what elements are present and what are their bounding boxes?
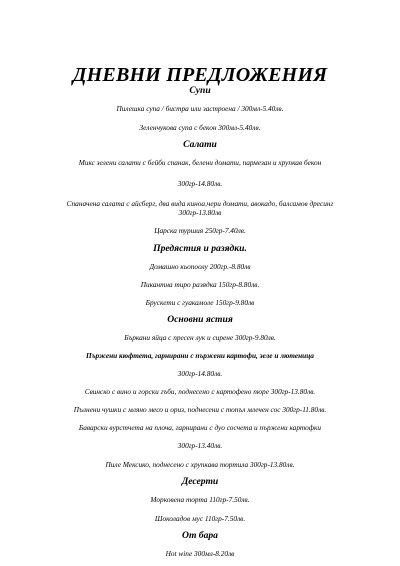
menu-item: Баварски вурстчета на плоча, гарнирани с дуо сосчета и пържени картофки <box>78 423 322 432</box>
menu-item: Зеленчукова супа с бекон 300мл-5.40лв. <box>139 123 261 132</box>
menu-item: Hot wine 300мл-8.20лв <box>165 549 235 558</box>
menu-item: Морковена торта 110гр-7.50лв. <box>150 495 250 504</box>
section-heading-bar: От бара <box>182 530 218 541</box>
menu-item: 300гр-14.80лв. <box>177 369 223 378</box>
menu-item: Спаначена салата с айсберг, два вида киноа,чери домати, авокадо, балсамов дресинг <box>66 199 334 208</box>
page-title: ДНЕВНИ ПРЕДЛОЖЕНИЯ <box>72 64 328 86</box>
menu-item: Бъркани яйца с пресен лук и сирене 300гр-9.80лв. <box>124 333 276 342</box>
menu-item: 300гр-14.80лв. <box>177 179 223 188</box>
section-heading-soups: Супи <box>189 85 211 96</box>
menu-item: Свинско с вино и горски гъби, поднесено с картофено пюре 300гр-13.80лв. <box>84 387 316 396</box>
menu-item: Пиле Мексико, поднесено с хрупкава тортила 300гр-13.80лв. <box>105 460 295 469</box>
menu-item: Микс зелени салати с бейби спанак, белени домати, пармезан и хрупкав бекон <box>78 158 322 167</box>
menu-item: Царска туршия 250гр-7.40лв. <box>154 226 246 235</box>
section-heading-starters: Предястия и разядки. <box>153 243 247 254</box>
menu-item: Пикантна тиро разядка 150гр-8.80лв. <box>140 280 260 289</box>
menu-item: Домашно кьопоолу 200гр.-8.80лв <box>149 262 251 271</box>
menu-item: Пилешка супа / бистра или застроена / 300мл-5.40лв. <box>116 104 284 113</box>
menu-item: Шоколадов мус 110гр-7.50лв. <box>154 514 246 523</box>
menu-item: Пържени кюфтета, гарнирани с пържени картофи, зеле и лютеница <box>86 351 314 360</box>
section-heading-mains: Основни ястия <box>167 314 233 325</box>
section-heading-desserts: Десерти <box>181 476 219 487</box>
menu-item: Брускети с гуакамоле 150гр-9.80лв <box>145 298 255 307</box>
menu-item: 300гр-13.40лв. <box>177 441 223 450</box>
menu-item: 300гр-13.80лв <box>178 208 222 217</box>
menu-item: Пълнени чушки с мляно месо и ориз, поднесени с топъл млечен сос 300гр-11.80лв. <box>73 405 327 414</box>
section-heading-salads: Салати <box>183 139 217 150</box>
